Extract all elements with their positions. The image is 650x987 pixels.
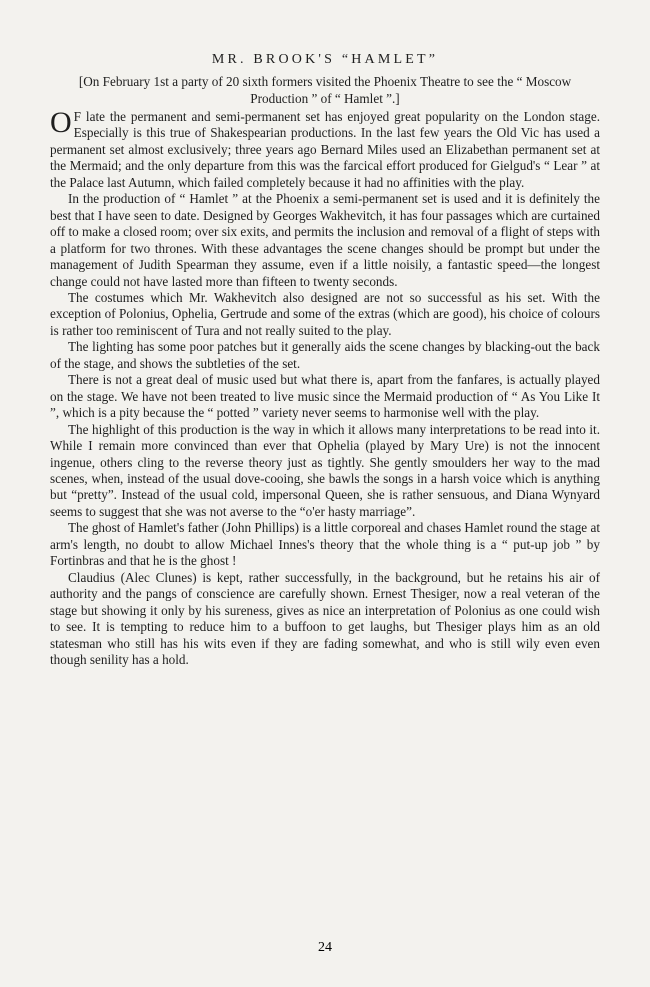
- paragraph-3: The costumes which Mr. Wakhevitch also designed are not so successful as his set. With the exception of Polonius, Ophelia, Gertrude and some of the extras (which are good), his choice of colours is rather too reminiscent of Tura and not really suited to the play.: [50, 289, 600, 338]
- article-title: MR. BROOK'S “HAMLET”: [211, 52, 439, 67]
- paragraph-5: There is not a great deal of music used but what there is, apart from the fanfares, is actually played on the stage. We have not been treated to live music since the Mermaid production of “ As You Like It ”, which is a pity because the “ potted ” variety never seems to harmonise well with the play.: [50, 372, 600, 421]
- paragraph-8: Claudius (Alec Clunes) is kept, rather successfully, in the background, but he retains his air of authority and the pangs of conscience are carefully shown. Ernest Thesiger, now a real veteran of the stage but showing it only by his sureness, gives as nice an interpretation of Polonius as one could wish to see. It is tempting to reduce him to a buffoon to get laughs, but Thesiger plays him as an old statesman who still has his wits even if they are fading somewhat, and who is still wily even even though senility has a hold.: [50, 569, 600, 667]
- page-number: 24: [318, 940, 332, 955]
- paragraph-4: The lighting has some poor patches but it generally aids the scene changes by blacking-out the back of the stage, and shows the subtleties of the set.: [50, 339, 600, 371]
- paragraph-2: In the production of “ Hamlet ” at the Phoenix a semi-permanent set is used and it is definitely the best that I have seen to date. Designed by Georges Wakhevitch, it has four passages which are curtained off to make a closed room; over six exits, and permits the inclusion and removal of a flight of steps with a platform for two thrones. With these advantages the scene changes should be prompt but under the management of Judith Spearman they assume, even if a little noisily, a fantastic speed—the longest change could not have lasted more than fifteen to twenty seconds.: [50, 191, 600, 289]
- intro-note: [On February 1st a party of 20 sixth formers visited the Phoenix Theatre to see the “ Moscow Production ” of “ Hamlet ”.]: [78, 74, 572, 106]
- drop-cap: O: [50, 106, 72, 139]
- paragraph-7: The ghost of Hamlet's father (John Phillips) is a little corporeal and chases Hamlet round the stage at arm's length, no doubt to allow Michael Innes's theory that the whole thing is a “ put-up job ” by Fortinbras and that he is the ghost !: [50, 520, 600, 569]
- paragraph-1: [50, 106, 600, 191]
- paragraph-1-text: F late the permanent and semi-permanent set has enjoyed great popularity on the London stage. Especially is this true of Shakespearian productions. In the last few years the Old Vic has used a permanent set almost exclusively; three years ago Bernard Miles used an Elizabethan permanent set at the Mermaid; and the only departure from this was the farcical effort produced for Gielgud's “ Lear ” at the Palace last Autumn, which failed completely because it had no affinities with the play.: [50, 109, 600, 190]
- paragraph-6: The highlight of this production is the way in which it allows many interpretations to be read into it. While I remain more convinced than ever that Ophelia (played by Mary Ure) is not the innocent ingenue, others cling to the reverse theory just as tightly. She gently smoulders her way to the mad scenes, when, instead of the usual dove-cooing, she bawls the songs in a harsh voice which is anything but “pretty”. Instead of the usual cold, impersonal Queen, she is rather sensuous, and Diana Wynyard seems to suggest that she was not averse to the “o'er hasty marriage”.: [50, 421, 600, 519]
